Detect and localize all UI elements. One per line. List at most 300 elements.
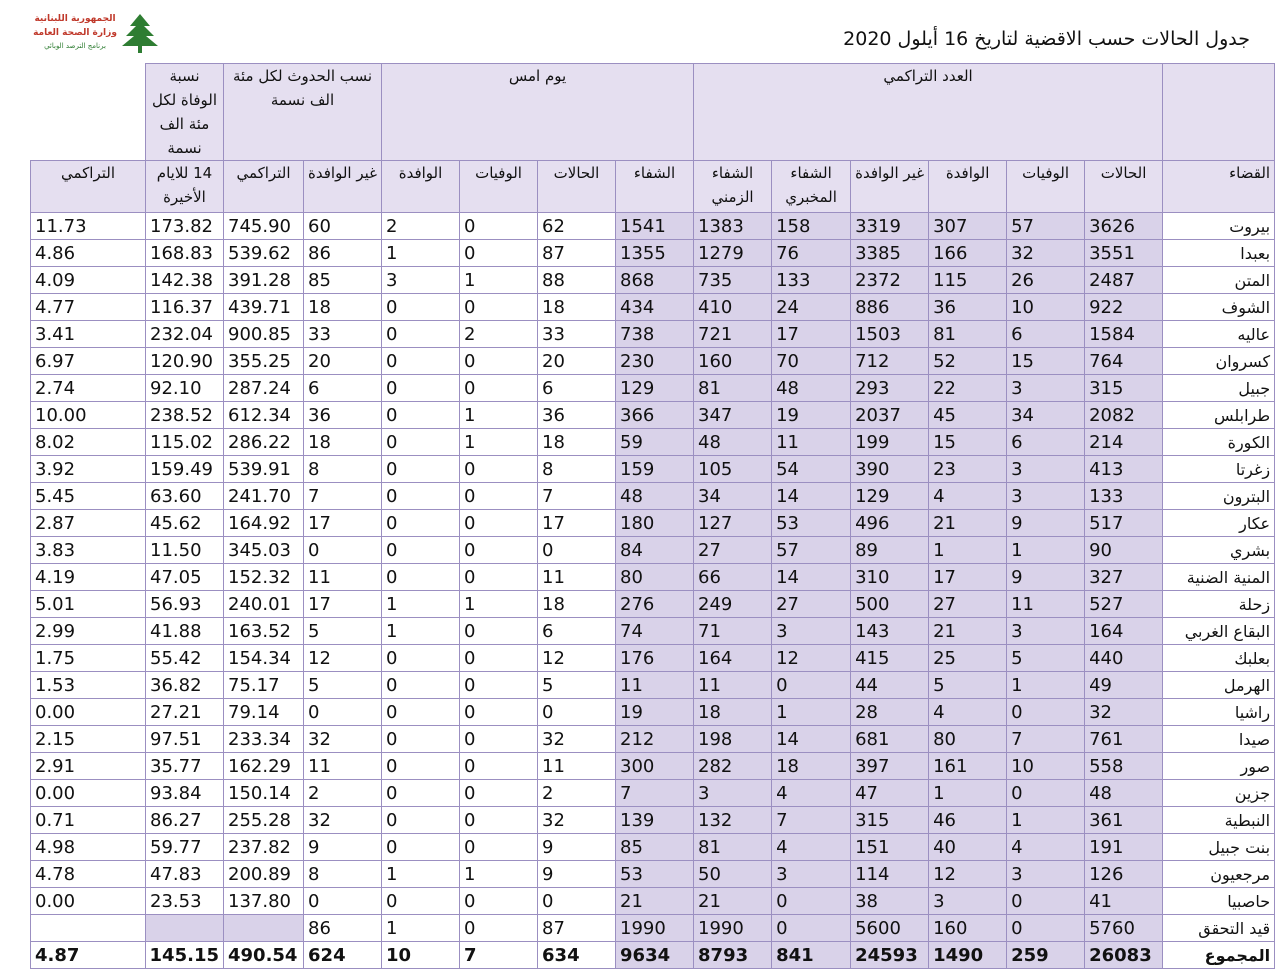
district-name: بعبدا (1163, 240, 1275, 267)
district-name: بشري (1163, 537, 1275, 564)
table-cell: 1383 (694, 213, 772, 240)
table-cell: 34 (1007, 402, 1085, 429)
table-cell: 355.25 (224, 348, 304, 375)
table-cell: 126 (1085, 861, 1163, 888)
logo-line-2: وزارة الصحة العامة (33, 28, 117, 38)
table-cell: 0 (460, 672, 538, 699)
table-cell: 24593 (851, 942, 929, 969)
table-cell: 97.51 (146, 726, 224, 753)
table-cell: 1 (460, 429, 538, 456)
district-name: البقاع الغربي (1163, 618, 1275, 645)
district-name: راشيا (1163, 699, 1275, 726)
table-cell: 527 (1085, 591, 1163, 618)
table-cell: 86 (304, 240, 382, 267)
table-cell: 6 (538, 618, 616, 645)
table-cell: 6.97 (31, 348, 146, 375)
death-rate-cumulative-header: التراكمي (31, 161, 146, 213)
non-resident-header: غير الوافدة (851, 161, 929, 213)
table-cell: 255.28 (224, 807, 304, 834)
table-cell: 4.09 (31, 267, 146, 294)
table-cell: 1 (382, 618, 460, 645)
table-cell: 539.62 (224, 240, 304, 267)
table-row (31, 321, 1275, 348)
table-cell: 26083 (1085, 942, 1163, 969)
table-cell: 0 (460, 294, 538, 321)
incidence-14days-header: 14 للايام الأخيرة (146, 161, 224, 213)
district-name: النبطية (1163, 807, 1275, 834)
table-cell: 41.88 (146, 618, 224, 645)
table-cell: 7 (772, 807, 851, 834)
table-cell: 0 (382, 456, 460, 483)
table-cell: 3.92 (31, 456, 146, 483)
table-cell: 86.27 (146, 807, 224, 834)
table-row (31, 564, 1275, 591)
table-cell: 1 (1007, 672, 1085, 699)
table-cell: 32 (538, 726, 616, 753)
table-cell: 3.83 (31, 537, 146, 564)
table-row (31, 888, 1275, 915)
table-cell: 164 (694, 645, 772, 672)
table-cell: 0 (460, 618, 538, 645)
table-cell: 0 (382, 699, 460, 726)
table-cell: 18 (694, 699, 772, 726)
table-cell: 57 (772, 537, 851, 564)
table-row (31, 348, 1275, 375)
table-cell: 8 (304, 456, 382, 483)
table-cell: 5760 (1085, 915, 1163, 942)
table-cell: 15 (1007, 348, 1085, 375)
table-cell: 3 (1007, 618, 1085, 645)
table-cell: 5 (304, 672, 382, 699)
district-header: القضاء (1163, 161, 1275, 213)
table-cell: 2372 (851, 267, 929, 294)
table-cell: 47 (851, 780, 929, 807)
table-cell: 19 (772, 402, 851, 429)
table-cell: 0 (460, 240, 538, 267)
table-cell: 624 (304, 942, 382, 969)
table-cell: 5 (1007, 645, 1085, 672)
table-cell: 150.14 (224, 780, 304, 807)
table-cell: 8.02 (31, 429, 146, 456)
table-cell: 886 (851, 294, 929, 321)
table-cell: 241.70 (224, 483, 304, 510)
table-cell: 9 (304, 834, 382, 861)
district-group-header (1163, 64, 1275, 161)
cedar-tree-icon (120, 12, 160, 54)
table-cell: 45.62 (146, 510, 224, 537)
table-cell: 46 (929, 807, 1007, 834)
incidence-cumulative-header: التراكمي (224, 161, 304, 213)
table-cell: 12 (538, 645, 616, 672)
table-cell: 439.71 (224, 294, 304, 321)
table-cell: 3 (382, 267, 460, 294)
table-cell: 32 (1007, 240, 1085, 267)
table-cell: 8793 (694, 942, 772, 969)
table-cell: 0 (382, 348, 460, 375)
table-cell: 3551 (1085, 240, 1163, 267)
table-cell: 0 (382, 753, 460, 780)
table-cell: 9 (538, 861, 616, 888)
table-cell: 20 (304, 348, 382, 375)
table-cell: 120.90 (146, 348, 224, 375)
table-cell: 21 (694, 888, 772, 915)
table-cell: 129 (851, 483, 929, 510)
table-cell: 0 (382, 375, 460, 402)
table-cell: 11 (772, 429, 851, 456)
table-cell: 0 (382, 321, 460, 348)
table-cell: 286.22 (224, 429, 304, 456)
table-cell: 164 (1085, 618, 1163, 645)
table-cell: 539.91 (224, 456, 304, 483)
table-cell: 0 (460, 699, 538, 726)
table-cell (146, 915, 224, 942)
table-cell: 54 (772, 456, 851, 483)
table-row (31, 267, 1275, 294)
table-cell: 1.53 (31, 672, 146, 699)
table-cell: 2 (382, 213, 460, 240)
table-cell: 160 (694, 348, 772, 375)
table-cell: 6 (1007, 321, 1085, 348)
district-name: قيد التحقق (1163, 915, 1275, 942)
table-cell: 24 (772, 294, 851, 321)
table-cell: 1 (460, 402, 538, 429)
table-cell: 0 (460, 564, 538, 591)
table-cell: 4 (772, 834, 851, 861)
table-cell: 62 (538, 213, 616, 240)
district-name: المتن (1163, 267, 1275, 294)
table-cell: 27.21 (146, 699, 224, 726)
table-cell: 0 (460, 456, 538, 483)
table-cell: 163.52 (224, 618, 304, 645)
table-cell: 238.52 (146, 402, 224, 429)
table-cell: 32 (1085, 699, 1163, 726)
table-cell: 361 (1085, 807, 1163, 834)
table-cell: 2.87 (31, 510, 146, 537)
table-row (31, 753, 1275, 780)
table-cell: 712 (851, 348, 929, 375)
table-cell: 176 (616, 645, 694, 672)
table-cell: 5.45 (31, 483, 146, 510)
table-cell: 3319 (851, 213, 929, 240)
table-cell: 151 (851, 834, 929, 861)
table-cell: 4 (929, 483, 1007, 510)
table-cell: 0 (460, 537, 538, 564)
table-cell: 32 (304, 726, 382, 753)
table-cell: 7 (460, 942, 538, 969)
table-cell: 57 (1007, 213, 1085, 240)
table-cell: 0 (460, 834, 538, 861)
table-row (31, 672, 1275, 699)
table-cell: 3 (1007, 483, 1085, 510)
table-cell: 53 (616, 861, 694, 888)
table-cell: 152.32 (224, 564, 304, 591)
table-cell: 0 (1007, 915, 1085, 942)
table-cell: 1990 (616, 915, 694, 942)
table-cell: 397 (851, 753, 929, 780)
table-cell: 232.04 (146, 321, 224, 348)
table-cell: 0 (538, 537, 616, 564)
table-cell: 86 (304, 915, 382, 942)
district-name: الكورة (1163, 429, 1275, 456)
table-cell: 5600 (851, 915, 929, 942)
page-title: جدول الحالات حسب الاقضية لتاريخ 16 أيلول 2020 (843, 28, 1250, 50)
table-cell: 33 (538, 321, 616, 348)
table-cell: 2 (460, 321, 538, 348)
table-cell: 293 (851, 375, 929, 402)
table-cell: 89 (851, 537, 929, 564)
table-cell: 199 (851, 429, 929, 456)
table-cell: 3.41 (31, 321, 146, 348)
table-cell: 116.37 (146, 294, 224, 321)
table-cell: 14 (772, 564, 851, 591)
table-cell: 114 (851, 861, 929, 888)
table-cell: 0 (382, 780, 460, 807)
table-cell: 76 (772, 240, 851, 267)
table-cell: 0 (538, 888, 616, 915)
table-cell: 2082 (1085, 402, 1163, 429)
table-cell: 347 (694, 402, 772, 429)
table-cell: 115.02 (146, 429, 224, 456)
table-cell: 12 (304, 645, 382, 672)
table-cell (224, 915, 304, 942)
table-cell: 315 (1085, 375, 1163, 402)
table-cell: 276 (616, 591, 694, 618)
table-cell: 1490 (929, 942, 1007, 969)
table-cell: 0 (772, 915, 851, 942)
table-cell: 15 (929, 429, 1007, 456)
table-cell: 0 (382, 483, 460, 510)
table-cell: 80 (616, 564, 694, 591)
cases-header: الحالات (1085, 161, 1163, 213)
table-row (31, 537, 1275, 564)
table-cell: 4 (929, 699, 1007, 726)
table-cell: 18 (772, 753, 851, 780)
table-cell: 87 (538, 915, 616, 942)
table-cell: 0 (538, 699, 616, 726)
table-cell: 0 (460, 375, 538, 402)
table-cell: 88 (538, 267, 616, 294)
table-cell: 139 (616, 807, 694, 834)
table-cell: 0 (1007, 888, 1085, 915)
table-cell: 38 (851, 888, 929, 915)
table-cell: 761 (1085, 726, 1163, 753)
table-cell: 14 (772, 726, 851, 753)
table-cell: 115 (929, 267, 1007, 294)
table-cell: 85 (304, 267, 382, 294)
table-cell: 74 (616, 618, 694, 645)
district-name: عاليه (1163, 321, 1275, 348)
table-cell: 85 (616, 834, 694, 861)
table-cell: 6 (538, 375, 616, 402)
table-cell: 287.24 (224, 375, 304, 402)
table-cell: 6 (1007, 429, 1085, 456)
table-row (31, 645, 1275, 672)
table-cell: 0 (460, 888, 538, 915)
table-cell: 162.29 (224, 753, 304, 780)
table-cell: 1 (929, 537, 1007, 564)
table-cell: 168.83 (146, 240, 224, 267)
table-cell: 3 (772, 618, 851, 645)
table-cell: 1 (1007, 807, 1085, 834)
table-cell: 2 (304, 780, 382, 807)
table-cell: 9634 (616, 942, 694, 969)
recovered-time-header: الشفاء الزمني (694, 161, 772, 213)
table-cell: 35.77 (146, 753, 224, 780)
yesterday-non-resident-header: غير الوافدة (304, 161, 382, 213)
table-cell: 3 (772, 861, 851, 888)
table-cell: 158 (772, 213, 851, 240)
recovered-lab-header: الشفاء المخبري (772, 161, 851, 213)
table-cell: 17 (304, 510, 382, 537)
table-cell: 49 (1085, 672, 1163, 699)
table-cell: 5 (304, 618, 382, 645)
table-cell: 327 (1085, 564, 1163, 591)
table-cell: 214 (1085, 429, 1163, 456)
table-cell: 11 (304, 753, 382, 780)
table-cell: 315 (851, 807, 929, 834)
table-cell: 17 (538, 510, 616, 537)
district-name: مرجعيون (1163, 861, 1275, 888)
table-cell: 154.34 (224, 645, 304, 672)
table-cell: 1 (460, 267, 538, 294)
table-cell: 142.38 (146, 267, 224, 294)
table-cell: 50 (694, 861, 772, 888)
table-cell: 18 (538, 294, 616, 321)
table-cell: 133 (772, 267, 851, 294)
table-cell: 11.50 (146, 537, 224, 564)
table-cell: 0 (382, 807, 460, 834)
table-cell: 0 (382, 645, 460, 672)
table-cell: 1 (382, 240, 460, 267)
table-cell: 44 (851, 672, 929, 699)
table-cell: 1 (460, 591, 538, 618)
table-cell: 310 (851, 564, 929, 591)
table-cell: 32 (304, 807, 382, 834)
table-cell: 48 (694, 429, 772, 456)
district-name: جزين (1163, 780, 1275, 807)
table-row (31, 294, 1275, 321)
table-cell: 59.77 (146, 834, 224, 861)
table-cell: 496 (851, 510, 929, 537)
logo-line-1: الجمهورية اللبنانية (34, 14, 116, 24)
table-cell: 40 (929, 834, 1007, 861)
incidence-group-header: نسب الحدوث لكل مئة الف نسمة (224, 64, 382, 161)
table-cell: 27 (772, 591, 851, 618)
table-cell: 0 (382, 726, 460, 753)
table-cell: 173.82 (146, 213, 224, 240)
table-cell: 18 (304, 294, 382, 321)
table-cell: 410 (694, 294, 772, 321)
table-cell: 558 (1085, 753, 1163, 780)
yesterday-group-header: يوم امس (382, 64, 694, 161)
table-cell: 1355 (616, 240, 694, 267)
table-cell: 53 (772, 510, 851, 537)
logo-line-3: برنامج الترصد الوبائي (44, 42, 106, 50)
table-cell: 0 (772, 672, 851, 699)
table-cell: 1584 (1085, 321, 1163, 348)
table-cell: 10 (382, 942, 460, 969)
table-row (31, 429, 1275, 456)
table-cell: 434 (616, 294, 694, 321)
table-row (31, 618, 1275, 645)
district-name: عكار (1163, 510, 1275, 537)
district-name: بيروت (1163, 213, 1275, 240)
table-cell: 81 (929, 321, 1007, 348)
table-cell: 841 (772, 942, 851, 969)
table-cell: 56.93 (146, 591, 224, 618)
table-cell: 10.00 (31, 402, 146, 429)
table-cell: 4.78 (31, 861, 146, 888)
table-cell: 129 (616, 375, 694, 402)
table-cell: 21 (616, 888, 694, 915)
district-name: البترون (1163, 483, 1275, 510)
table-cell: 19 (616, 699, 694, 726)
district-name: زغرتا (1163, 456, 1275, 483)
table-cell: 745.90 (224, 213, 304, 240)
table-cell: 7 (1007, 726, 1085, 753)
table-cell: 22 (929, 375, 1007, 402)
table-cell: 307 (929, 213, 1007, 240)
table-row (31, 456, 1275, 483)
table-cell: 32 (538, 807, 616, 834)
table-cell: 0 (304, 537, 382, 564)
table-cell: 5.01 (31, 591, 146, 618)
table-cell: 922 (1085, 294, 1163, 321)
table-cell: 4.86 (31, 240, 146, 267)
table-cell: 500 (851, 591, 929, 618)
table-row (31, 375, 1275, 402)
table-cell: 166 (929, 240, 1007, 267)
table-cell: 93.84 (146, 780, 224, 807)
table-body (31, 213, 1275, 969)
table-cell: 2.74 (31, 375, 146, 402)
table-cell: 0 (382, 510, 460, 537)
table-cell: 300 (616, 753, 694, 780)
district-name: بنت جبيل (1163, 834, 1275, 861)
table-cell: 36 (929, 294, 1007, 321)
table-cell: 413 (1085, 456, 1163, 483)
table-cell: 63.60 (146, 483, 224, 510)
table-cell: 282 (694, 753, 772, 780)
table-cell: 0 (460, 213, 538, 240)
table-cell: 36 (538, 402, 616, 429)
death-rate-group-header: نسبة الوفاة لكل مئة الف نسمة (146, 64, 224, 161)
table-cell: 2.15 (31, 726, 146, 753)
table-cell: 259 (1007, 942, 1085, 969)
table-cell: 27 (694, 537, 772, 564)
table-cell: 0 (1007, 699, 1085, 726)
table-cell: 8 (304, 861, 382, 888)
table-cell: 5 (538, 672, 616, 699)
table-cell: 21 (929, 510, 1007, 537)
table-cell: 764 (1085, 348, 1163, 375)
district-name: كسروان (1163, 348, 1275, 375)
table-cell: 440 (1085, 645, 1163, 672)
table-cell: 1.75 (31, 645, 146, 672)
table-cell: 233.34 (224, 726, 304, 753)
table-cell: 33 (304, 321, 382, 348)
table-row (31, 213, 1275, 240)
table-cell: 0 (382, 834, 460, 861)
table-cell: 7 (538, 483, 616, 510)
table-cell: 12 (772, 645, 851, 672)
table-cell: 490.54 (224, 942, 304, 969)
table-row (31, 807, 1275, 834)
table-cell: 84 (616, 537, 694, 564)
table-cell: 634 (538, 942, 616, 969)
table-cell: 4 (1007, 834, 1085, 861)
table-cell: 212 (616, 726, 694, 753)
